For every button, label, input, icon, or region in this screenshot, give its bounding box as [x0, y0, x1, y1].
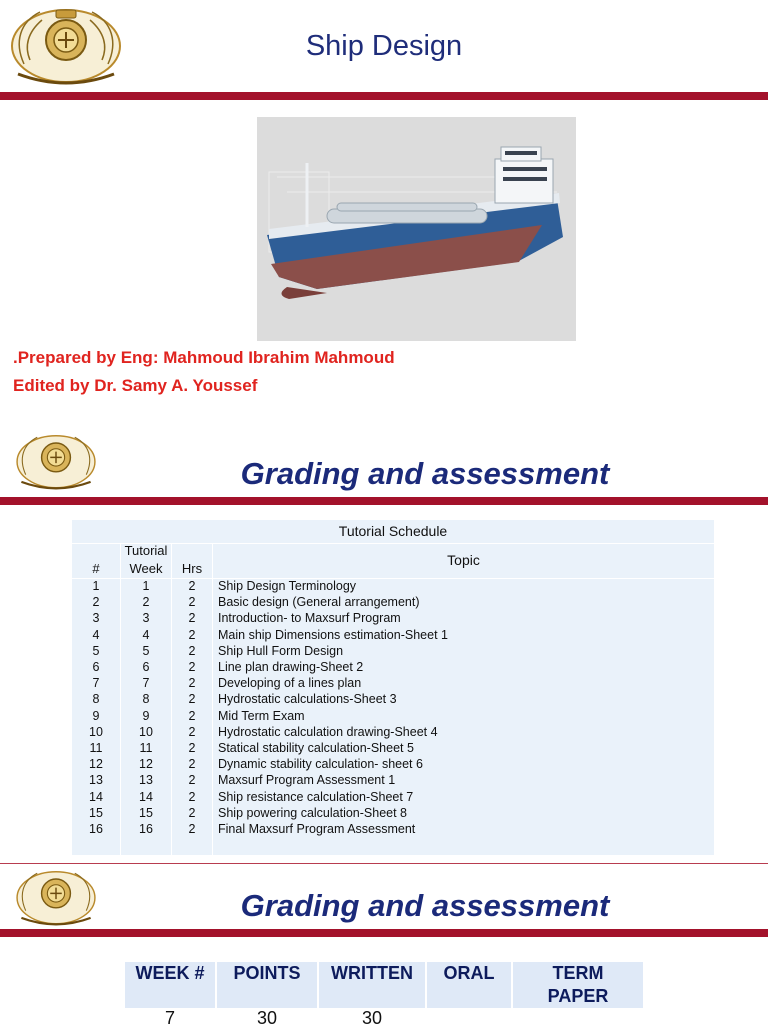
section-title: Grading and assessment	[240, 888, 610, 923]
prepared-by-text: .Prepared by Eng: Mahmoud Ibrahim Mahmoud	[13, 348, 395, 367]
table-row	[72, 790, 714, 806]
row-number: 5	[92, 643, 100, 658]
row-number: 2	[92, 595, 100, 610]
row-topic: Hydrostatic calculation drawing-Sheet 4	[218, 724, 438, 739]
col-header-written: WRITTEN	[319, 962, 425, 1008]
col-header-oral: ORAL	[427, 962, 511, 1008]
table-row	[72, 692, 714, 708]
table-row	[72, 628, 714, 644]
row-hrs: 2	[188, 611, 196, 626]
row-hrs: 2	[188, 789, 196, 804]
table-row	[72, 741, 714, 757]
row-number: 9	[92, 708, 100, 723]
row-topic: Basic design (General arrangement)	[218, 595, 420, 610]
row-week: 16	[139, 822, 153, 836]
row-week: 3	[142, 611, 150, 626]
row-hrs: 2	[188, 579, 196, 593]
row-hrs: 2	[188, 676, 196, 691]
row-number: 6	[92, 660, 100, 674]
slide-title	[0, 0, 768, 420]
row-week: 6	[142, 660, 150, 674]
row-week: 2	[142, 595, 150, 610]
table-row	[72, 773, 714, 789]
grading-points-value: 30	[256, 1008, 278, 1028]
table-row	[72, 709, 714, 725]
row-topic: Developing of a lines plan	[218, 676, 362, 691]
row-topic: Main ship Dimensions estimation-Sheet 1	[218, 627, 448, 642]
row-hrs: 2	[188, 822, 196, 836]
col-header-term-paper: TERM PAPER	[513, 962, 643, 1008]
table-row	[72, 611, 714, 627]
table-caption: Tutorial Schedule	[338, 523, 448, 539]
col-header-number: #	[92, 561, 100, 576]
header-divider	[0, 497, 768, 505]
table-row	[72, 660, 714, 676]
table-row	[72, 822, 714, 838]
tanker-ship-image	[257, 117, 576, 341]
row-number: 14	[89, 789, 103, 804]
row-hrs: 2	[188, 724, 196, 739]
slide-separator	[0, 863, 768, 864]
row-week: 14	[139, 789, 153, 804]
col-header-week-bottom: Week	[129, 561, 163, 576]
row-hrs: 2	[188, 741, 196, 755]
row-hrs: 2	[188, 660, 196, 674]
row-number: 3	[92, 611, 100, 626]
row-topic: Ship resistance calculation-Sheet 7	[218, 789, 414, 804]
row-topic: Ship Hull Form Design	[218, 643, 344, 658]
slide-grading	[0, 858, 768, 1028]
row-hrs: 2	[188, 595, 196, 610]
row-week: 1	[142, 579, 150, 593]
row-number: 1	[92, 579, 100, 593]
table-row	[72, 725, 714, 741]
row-week: 4	[142, 627, 150, 642]
table-row	[72, 644, 714, 660]
row-topic: Ship powering calculation-Sheet 8	[218, 805, 408, 820]
row-topic: Introduction- to Maxsurf Program	[218, 611, 401, 626]
row-hrs: 2	[188, 708, 196, 723]
row-topic: Line plan drawing-Sheet 2	[218, 660, 364, 674]
row-topic: Hydrostatic calculations-Sheet 3	[218, 692, 397, 707]
row-topic: Final Maxsurf Program Assessment	[218, 822, 416, 836]
col-header-points: POINTS	[217, 962, 317, 1008]
row-number: 11	[89, 741, 103, 755]
row-topic: Maxsurf Program Assessment 1	[218, 773, 396, 788]
row-week: 13	[139, 773, 153, 788]
row-number: 15	[89, 805, 103, 820]
header-divider	[0, 92, 768, 100]
row-topic: Statical stability calculation-Sheet 5	[218, 741, 414, 755]
row-topic: Dynamic stability calculation- sheet 6	[218, 757, 423, 772]
col-header-week: WEEK #	[125, 962, 215, 1008]
page-title: Ship Design	[305, 30, 463, 62]
row-hrs: 2	[188, 805, 196, 820]
section-title: Grading and assessment	[240, 456, 610, 491]
col-header-hrs: Hrs	[181, 561, 203, 576]
row-week: 7	[142, 676, 150, 691]
row-week: 5	[142, 643, 150, 658]
row-number: 16	[89, 822, 103, 836]
col-header-week-top: Tutorial	[124, 543, 168, 558]
table-row	[72, 579, 714, 595]
col-header-topic: Topic	[447, 552, 480, 568]
row-week: 11	[139, 741, 153, 755]
row-hrs: 2	[188, 757, 196, 772]
header-divider	[0, 929, 768, 937]
table-row	[72, 676, 714, 692]
grading-week-value: 7	[164, 1008, 175, 1028]
row-number: 7	[92, 676, 100, 691]
grading-written-value: 30	[361, 1008, 383, 1028]
table-row	[72, 806, 714, 822]
row-week: 9	[142, 708, 150, 723]
row-hrs: 2	[188, 773, 196, 788]
row-week: 10	[139, 724, 153, 739]
row-week: 12	[139, 757, 153, 772]
slide-tutorial-schedule	[0, 420, 768, 858]
row-hrs: 2	[188, 692, 196, 707]
row-number: 8	[92, 692, 100, 707]
row-number: 13	[89, 773, 103, 788]
row-number: 10	[89, 724, 103, 739]
row-number: 12	[89, 757, 103, 772]
row-week: 15	[139, 805, 153, 820]
row-topic: Ship Design Terminology	[218, 579, 357, 593]
tutorial-schedule-table	[72, 520, 714, 855]
row-hrs: 2	[188, 627, 196, 642]
row-hrs: 2	[188, 643, 196, 658]
table-row	[72, 757, 714, 773]
row-topic: Mid Term Exam	[218, 708, 305, 723]
table-row	[72, 595, 714, 611]
row-week: 8	[142, 692, 150, 707]
edited-by-text: Edited by Dr. Samy A. Youssef	[13, 376, 258, 395]
row-number: 4	[92, 627, 100, 642]
